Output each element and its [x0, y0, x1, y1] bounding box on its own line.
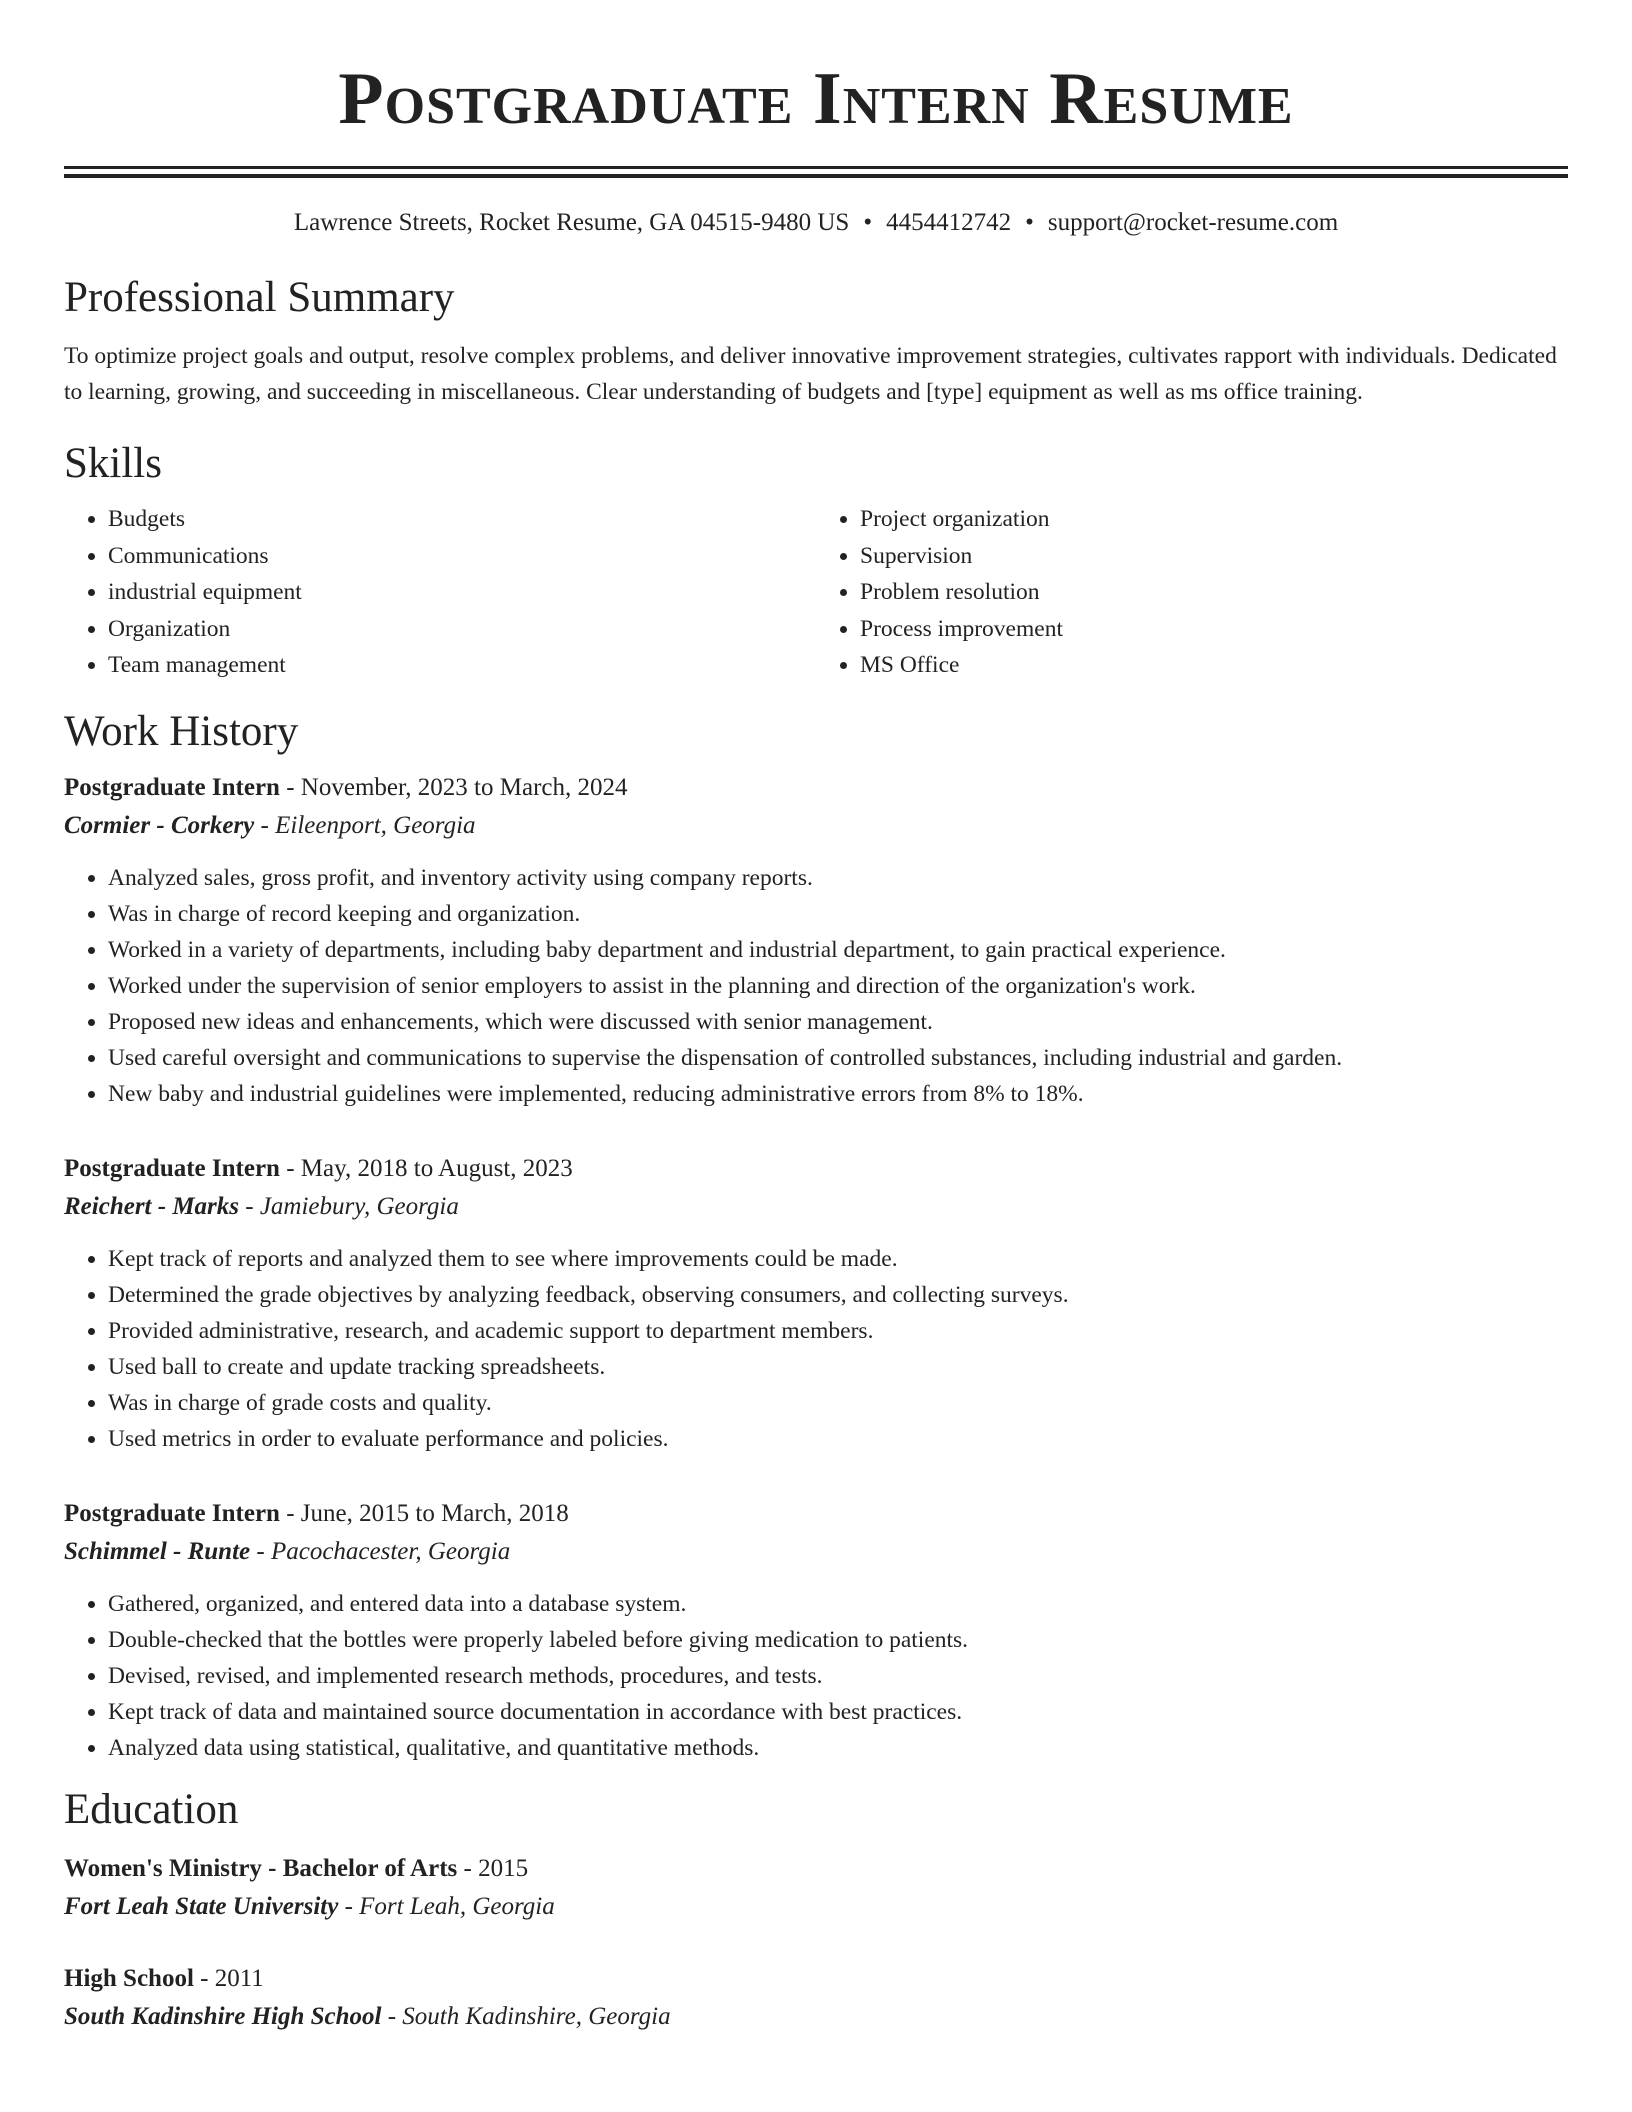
skills-section — [64, 438, 1568, 684]
summary-heading: Professional Summary — [64, 274, 455, 321]
summary-text: To optimize project goals and output, resolve complex problems, and deliver innovative improvement strategies, cultivates rapport with individuals. Dedicated to learning, growing, and succeeding in miscellaneous. Clear understanding of budgets and [type] equipment as well as ms office training. — [64, 342, 1557, 405]
skill-item: • Budgets — [108, 501, 816, 538]
job-entry — [64, 1495, 1568, 1766]
job-company-line — [64, 1533, 1568, 1571]
job-bullet: • Devised, revised, and implemented research methods, procedures, and tests. — [108, 1658, 1568, 1694]
education-school-line — [64, 1998, 1568, 2036]
job-bullet: • Provided administrative, research, and academic support to department members. — [108, 1313, 1568, 1349]
job-company: Schimmel - Runte — [64, 1538, 251, 1566]
job-bullet: • Analyzed sales, gross profit, and inventory activity using company reports. — [108, 860, 1568, 896]
education-degree: High School — [64, 1964, 194, 1992]
job-company: Reichert - Marks — [64, 1193, 239, 1221]
contact-line — [64, 208, 1568, 238]
job-bullet: • Worked under the supervision of senior employers to assist in the planning and direction of the organization's work. — [108, 968, 1568, 1004]
job-bullet: • Worked in a variety of departments, including baby department and industrial department, to gain practical experience. — [108, 932, 1568, 968]
job-bullet: • Determined the grade objectives by analyzing feedback, observing consumers, and collecting surveys. — [108, 1277, 1568, 1313]
education-school-line — [64, 1888, 1568, 1926]
contact-email: support@rocket-resume.com — [1047, 209, 1339, 236]
job-location: - Pacochacester, Georgia — [250, 1538, 511, 1566]
job-company-line — [64, 1188, 1568, 1226]
skill-item: • industrial equipment — [108, 574, 816, 611]
job-bullet: • Was in charge of grade costs and quality. — [108, 1385, 1568, 1421]
job-bullet: • Gathered, organized, and entered data into a database system. — [108, 1586, 1568, 1622]
education-entry — [64, 1850, 1568, 1926]
skills-list-left — [64, 501, 816, 684]
page-title: Postgraduate Intern Resume — [338, 58, 1294, 140]
work-history-section — [64, 706, 1568, 1767]
job-bullet: • Double-checked that the bottles were properly labeled before giving medication to patients. — [108, 1622, 1568, 1658]
job-title-line — [64, 1495, 1568, 1533]
job-entry — [64, 769, 1568, 1112]
job-bullets — [64, 1241, 1568, 1457]
skill-item: • Supervision — [860, 538, 1568, 575]
contact-address: Lawrence Streets, Rocket Resume, GA 04515-9480 US — [293, 209, 850, 236]
job-bullet: • Was in charge of record keeping and organization. — [108, 896, 1568, 932]
education-degree: Women's Ministry - Bachelor of Arts — [64, 1854, 458, 1882]
education-section — [64, 1784, 1568, 2036]
contact-separator: • — [1025, 209, 1034, 236]
job-location: - Jamiebury, Georgia — [239, 1193, 459, 1221]
skill-item: • Organization — [108, 611, 816, 648]
education-degree-line — [64, 1850, 1568, 1888]
skills-list-right — [816, 501, 1568, 684]
job-bullet: • Used ball to create and update tracking spreadsheets. — [108, 1349, 1568, 1385]
job-company: Cormier - Corkery — [64, 812, 255, 840]
education-location: - Fort Leah, Georgia — [338, 1892, 555, 1920]
skills-heading: Skills — [64, 439, 162, 487]
skills-columns — [64, 501, 1568, 684]
job-company-line — [64, 807, 1568, 845]
job-title: Postgraduate Intern — [64, 774, 280, 802]
education-year: - 2015 — [457, 1854, 529, 1882]
job-bullets — [64, 860, 1568, 1112]
skill-item: • Team management — [108, 647, 816, 684]
job-bullet: • Analyzed data using statistical, qualitative, and quantitative methods. — [108, 1730, 1568, 1766]
job-title-line — [64, 769, 1568, 807]
job-bullet: • Kept track of reports and analyzed them to see where improvements could be made. — [108, 1241, 1568, 1277]
skill-item: • Project organization — [860, 501, 1568, 538]
job-bullet: • Used metrics in order to evaluate performance and policies. — [108, 1421, 1568, 1457]
job-title: Postgraduate Intern — [64, 1155, 280, 1183]
contact-separator: • — [863, 209, 873, 236]
job-bullet: • Used careful oversight and communications to supervise the dispensation of controlled substances, including industrial and garden. — [108, 1040, 1568, 1076]
education-entry — [64, 1960, 1568, 2036]
job-bullet: • New baby and industrial guidelines were implemented, reducing administrative errors from 8% to 18%. — [108, 1076, 1568, 1112]
job-dates: - November, 2023 to March, 2024 — [279, 774, 628, 802]
job-title-line — [64, 1150, 1568, 1188]
education-heading: Education — [64, 1786, 239, 1834]
skill-item: • Communications — [108, 538, 816, 575]
education-location: - South Kadinshire, Georgia — [381, 2002, 671, 2030]
education-school: South Kadinshire High School — [64, 2002, 382, 2030]
contact-phone: 4454412742 — [886, 209, 1012, 236]
job-dates: - June, 2015 to March, 2018 — [279, 1500, 569, 1528]
job-location: - Eileenport, Georgia — [254, 812, 476, 840]
education-school: Fort Leah State University — [64, 1892, 339, 1920]
skill-item: • Process improvement — [860, 611, 1568, 648]
summary-section — [64, 272, 1568, 410]
job-dates: - May, 2018 to August, 2023 — [279, 1155, 573, 1183]
job-title: Postgraduate Intern — [64, 1500, 280, 1528]
job-bullets — [64, 1586, 1568, 1766]
work-history-heading: Work History — [64, 707, 299, 755]
education-degree-line — [64, 1960, 1568, 1998]
education-year: - 2011 — [193, 1964, 264, 1992]
skill-item: • Problem resolution — [860, 574, 1568, 611]
job-bullet: • Proposed new ideas and enhancements, which were discussed with senior management. — [108, 1004, 1568, 1040]
title-double-rule — [64, 166, 1568, 178]
job-entry — [64, 1150, 1568, 1457]
skill-item: • MS Office — [860, 647, 1568, 684]
job-bullet: • Kept track of data and maintained source documentation in accordance with best practices. — [108, 1694, 1568, 1730]
